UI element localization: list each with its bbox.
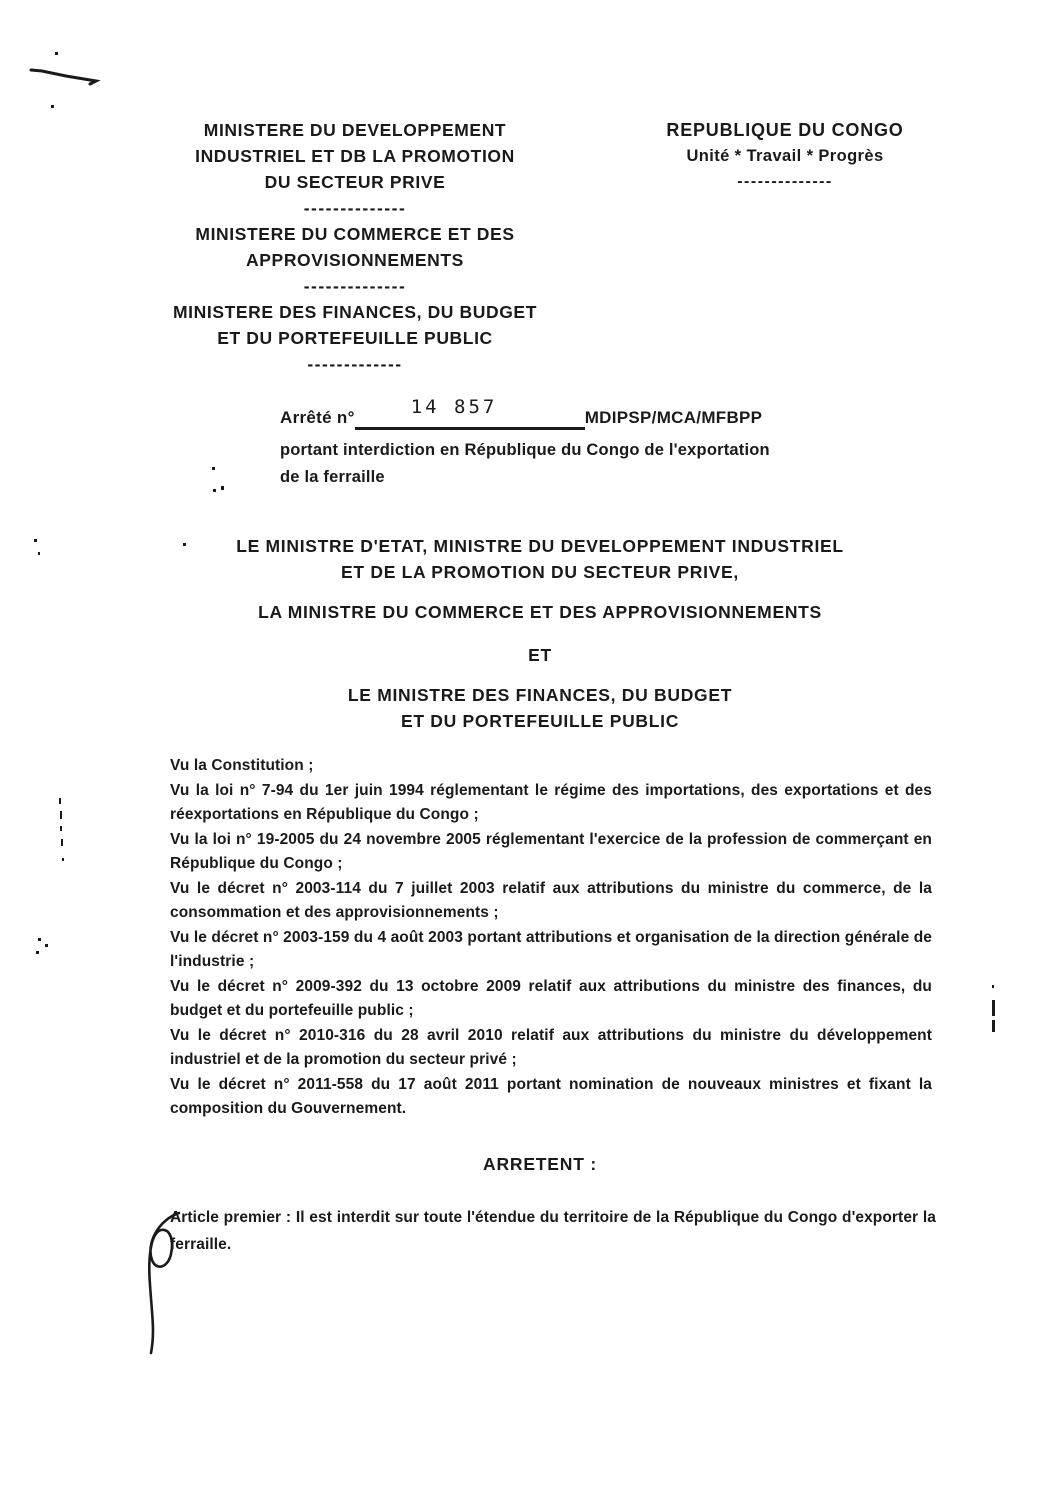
authority-line2: ET DE LA PROMOTION DU SECTEUR PRIVE, [341,562,739,582]
issuing-authorities [80,533,1000,734]
ministry3-line2: ET DU PORTEFEUILLE PUBLIC [217,328,493,348]
decree-subject-line1: portant interdiction en République du Congo de l'exportation [280,441,770,459]
scratch-mark-top-left [31,70,96,84]
visa-clause: Vu le décret n° 2003-159 du 4 août 2003 portant attributions et organisation de la direction générale de l'industrie ; [170,928,932,970]
decree-number-stamp: 14 857 [410,396,498,418]
visa-clause: Vu la loi n° 7-94 du 1er juin 1994 réglementant le régime des importations, des exportations et des réexportations en République du Congo ; [170,781,932,823]
ministry1-line2: INDUSTRIEL ET DB LA PROMOTION [195,146,515,166]
authority-line1: LE MINISTRE D'ETAT, MINISTRE DU DEVELOPPEMENT INDUSTRIEL [236,536,844,556]
authority-line6: ET DU PORTEFEUILLE PUBLIC [400,711,680,731]
decree-subject-line2: de la ferraille [280,468,385,486]
ministry3-line1: MINISTERE DES FINANCES, DU BUDGET [173,302,537,322]
article-premier [170,1204,936,1258]
decree-number-blank-line [355,397,585,430]
letterhead-left [140,117,570,377]
authority-line5: LE MINISTRE DES FINANCES, DU BUDGET [347,685,733,705]
divider-dashes: -------------- [303,198,407,218]
divider-dashes: -------------- [303,276,407,296]
article-premier-text: Il est interdit sur toute l'étendue du territoire de la République du Congo d'exporter la ferraille. [170,1209,936,1253]
authority-line3: LA MINISTRE DU COMMERCE ET DES APPROVISIONNEMENTS [258,602,822,622]
ministry2-line2: APPROVISIONNEMENTS [246,250,464,270]
article-premier-label: Article premier : [170,1209,292,1226]
visa-clause: Vu le décret n° 2003-114 du 7 juillet 2003 relatif aux attributions du ministre du commerce, de la consommation et des approvisionnements ; [170,879,932,921]
visa-clause: Vu le décret n° 2009-392 du 13 octobre 2009 relatif aux attributions du ministre des finances, du budget et du portefeuille public ; [170,977,932,1019]
visa-clause: Vu le décret n° 2011-558 du 17 août 2011 portant nomination de nouveaux ministres et fixant la composition du Gouvernement. [170,1075,932,1117]
decree-reference-code: MDIPSP/MCA/MFBPP [584,408,763,427]
enactment-heading: ARRETENT : [483,1154,597,1174]
visa-clauses [170,754,932,1122]
decree-subject [280,437,840,491]
ministry1-line1: MINISTERE DU DEVELOPPEMENT [203,120,507,140]
national-motto: Unité * Travail * Progrès [686,147,884,165]
letterhead-right [635,117,935,195]
country-name: REPUBLIQUE DU CONGO [666,120,904,140]
visa-clause: Vu le décret n° 2010-316 du 28 avril 2010 relatif aux attributions du ministre du développement industriel et de la promotion du secteur privé ; [170,1026,932,1068]
decree-label: Arrêté n° [280,408,355,427]
visa-clause: Vu la loi n° 19-2005 du 24 novembre 2005 réglementant l'exercice de la profession de commerçant en République du Congo ; [170,830,932,872]
divider-dashes: ------------- [307,354,403,374]
divider-dashes: -------------- [737,173,833,190]
visa-clause: Vu la Constitution ; [170,757,314,774]
decree-number-row [280,398,762,430]
ministry2-line1: MINISTERE DU COMMERCE ET DES [195,224,515,244]
ministry1-line3: DU SECTEUR PRIVE [264,172,446,192]
authority-conjunction: ET [528,645,552,665]
